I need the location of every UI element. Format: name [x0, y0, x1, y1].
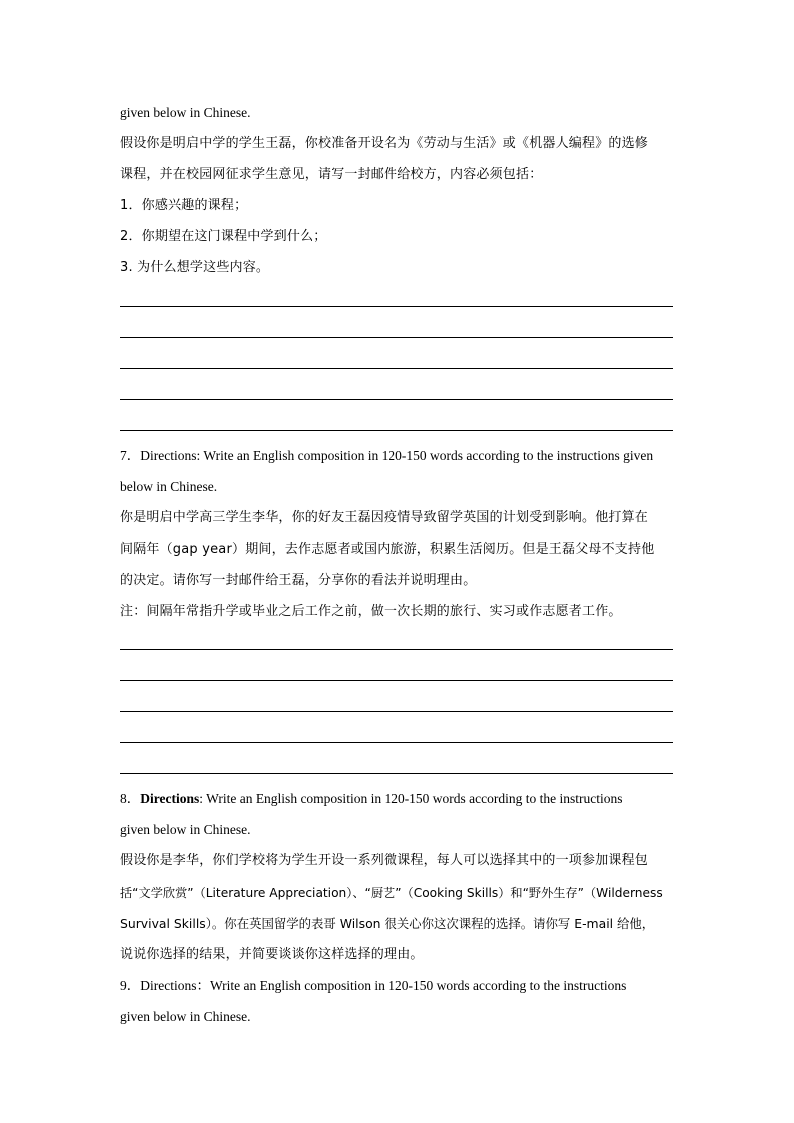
- q8-prompt-line-4: 说说你选择的结果，并简要谈谈你这样选择的理由。: [120, 947, 424, 962]
- q8-prompt-line-1: 假设你是李华，你们学校将为学生开设一系列微课程，每人可以选择其中的一项参加课程包: [120, 853, 649, 868]
- q7-answer-line-2: [120, 680, 673, 681]
- q9-directions-line-2: given below in Chinese.: [120, 1009, 251, 1024]
- q8-prompt-line-3: Survival Skills）。你在英国留学的表哥 Wilson 很关心你这次课程的选择。请你写 E-mail 给他，: [120, 916, 655, 931]
- q7-note: 注：间隔年常指升学或毕业之后工作之前，做一次长期的旅行、实习或作志愿者工作。: [120, 604, 622, 619]
- q6-prompt-line-2: 课程，并在校园网征求学生意见，请写一封邮件给校方，内容必须包括：: [120, 167, 543, 182]
- q7-directions-line-2: below in Chinese.: [120, 479, 218, 494]
- q6-item-2: 2．你期望在这门课程中学到什么；: [120, 229, 327, 244]
- q7-answer-line-5: [120, 773, 673, 774]
- q7-answer-line-3: [120, 711, 673, 712]
- q6-item-3: 3. 为什么想学这些内容。: [120, 260, 270, 275]
- q9-directions-line-1: 9．Directions：Write an English composition in 120-150 words according to the instructions: [120, 978, 627, 993]
- q6-answer-line-2: [120, 337, 673, 338]
- q6-directions-tail: given below in Chinese.: [120, 105, 251, 120]
- q7-answer-line-1: [120, 649, 673, 650]
- q6-answer-line-4: [120, 399, 673, 400]
- q7-prompt-line-1: 你是明启中学高三学生李华，你的好友王磊因疫情导致留学英国的计划受到影响。他打算在: [120, 510, 649, 525]
- q6-answer-line-5: [120, 430, 673, 431]
- q8-number: 8．: [120, 791, 141, 806]
- q7-prompt-line-3: 的决定。请你写一封邮件给王磊，分享你的看法并说明理由。: [120, 573, 477, 588]
- q8-directions-line-1: [120, 789, 680, 809]
- q7-answer-line-4: [120, 742, 673, 743]
- q6-prompt-line-1: 假设你是明启中学的学生王磊，你校准备开设名为《劳动与生活》或《机器人编程》的选修: [120, 136, 649, 151]
- q6-answer-line-3: [120, 368, 673, 369]
- q7-prompt-line-2: 间隔年（gap year）期间，去作志愿者或国内旅游，积累生活阅历。但是王磊父母不支持他: [120, 542, 655, 557]
- q6-answer-line-1: [120, 306, 673, 307]
- q7-directions-line-1: 7．Directions: Write an English composition in 120-150 words according to the instructions given: [120, 448, 654, 463]
- q8-directions-line-2: given below in Chinese.: [120, 822, 251, 837]
- q8-directions-text: : Write an English composition in 120-150 words according to the instructions: [199, 791, 623, 806]
- q8-prompt-line-2: 括“文学欣赏”（Literature Appreciation）、“厨艺”（Cooking Skills）和“野外生存”（Wilderness: [120, 886, 663, 900]
- q8-directions-label: Directions: [140, 791, 200, 806]
- q6-item-1: 1．你感兴趣的课程；: [120, 198, 248, 213]
